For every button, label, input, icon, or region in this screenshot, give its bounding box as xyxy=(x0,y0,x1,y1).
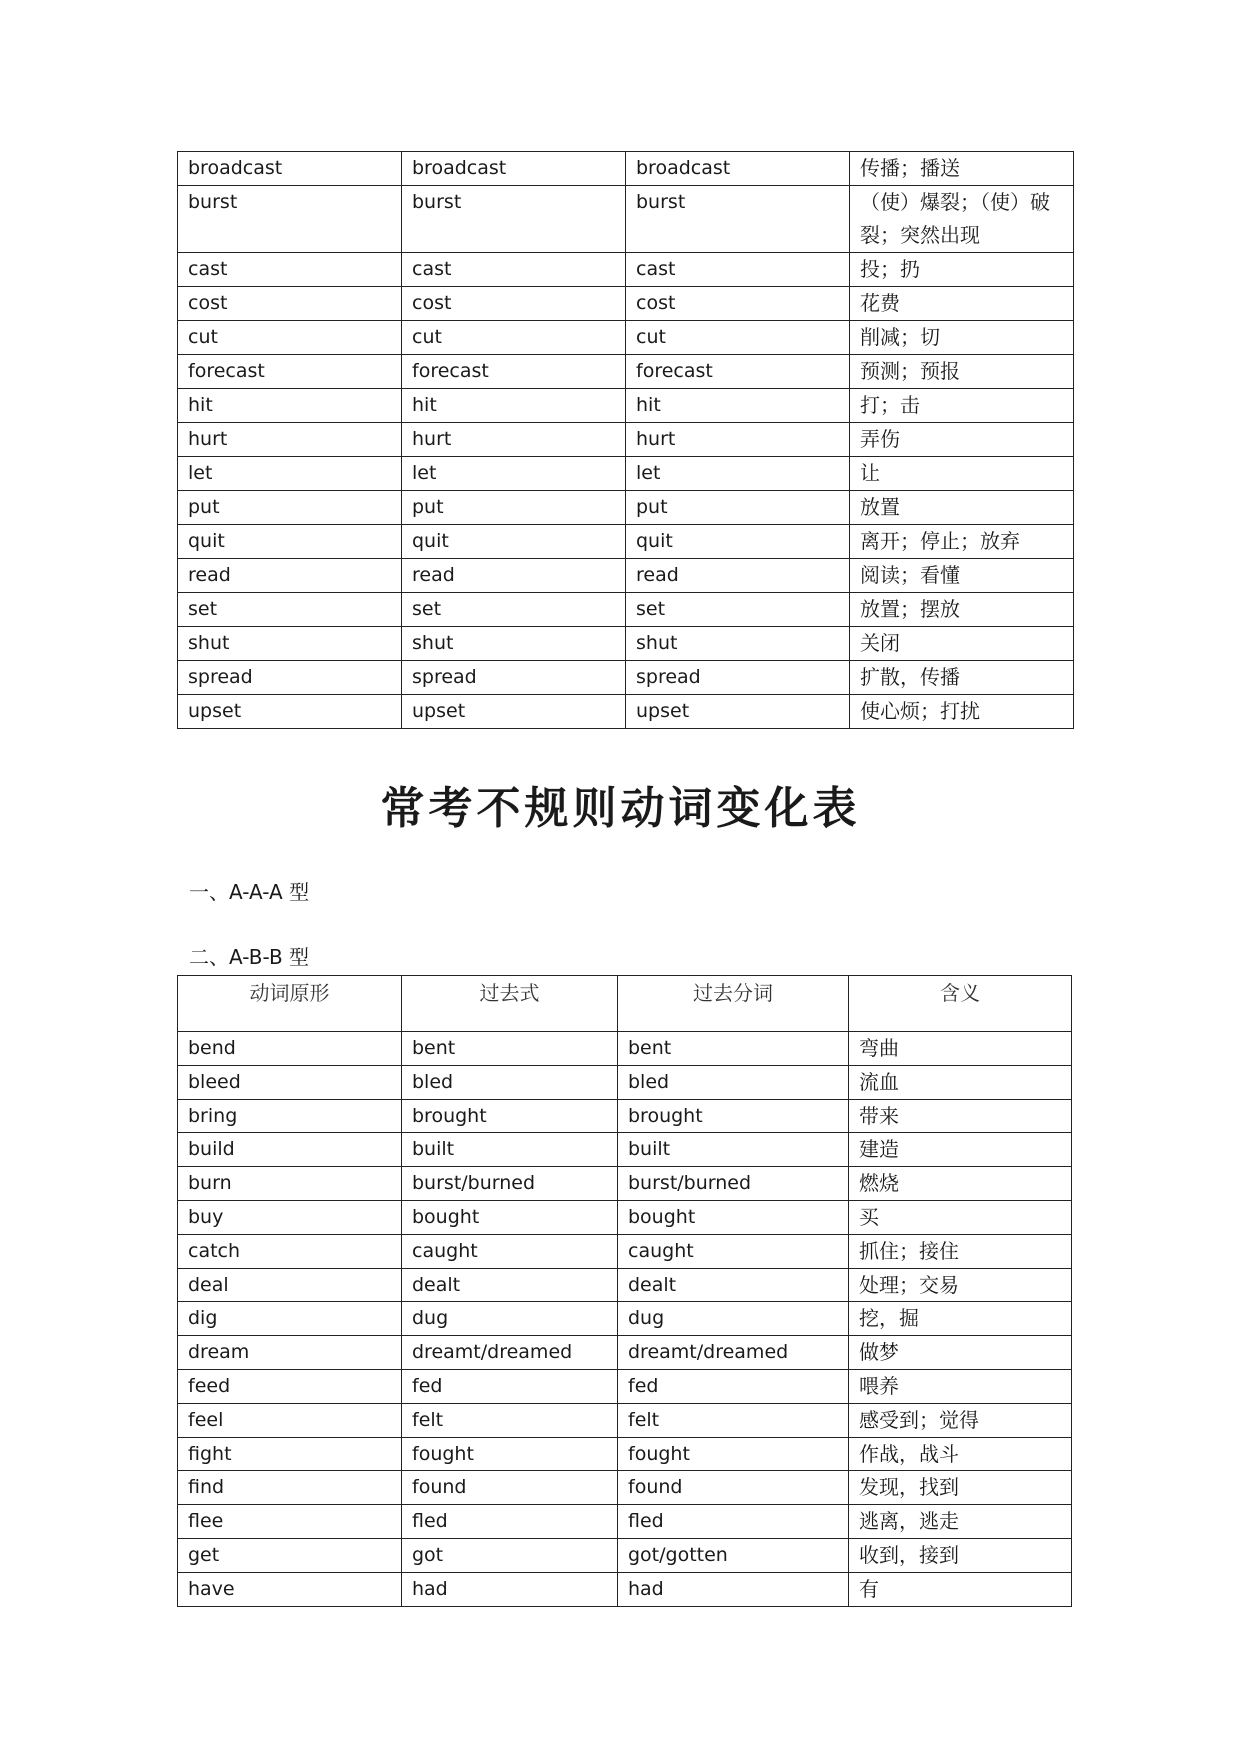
cell-meaning: 弄伤 xyxy=(850,423,1074,457)
cell-past-tense: read xyxy=(402,559,626,593)
cell-past-participle: let xyxy=(626,457,850,491)
table-row xyxy=(178,457,1074,491)
cell-meaning: 阅读；看懂 xyxy=(850,559,1074,593)
cell-past-participle: fed xyxy=(618,1369,849,1403)
cell-base-form: hurt xyxy=(178,423,402,457)
cell-meaning: 花费 xyxy=(850,287,1074,321)
cell-base-form: feel xyxy=(178,1403,402,1437)
cell-base-form: spread xyxy=(178,661,402,695)
cell-base-form: bring xyxy=(178,1099,402,1133)
table-row xyxy=(178,525,1074,559)
section-heading-label: A-B-B 型 xyxy=(229,945,310,969)
cell-base-form: broadcast xyxy=(178,152,402,186)
cell-meaning: 作战，战斗 xyxy=(849,1437,1072,1471)
cell-past-participle: bled xyxy=(618,1065,849,1099)
cell-base-form: upset xyxy=(178,695,402,729)
cell-base-form: burst xyxy=(178,186,402,253)
cell-meaning: 抓住；接住 xyxy=(849,1234,1072,1268)
cell-past-participle: fought xyxy=(618,1437,849,1471)
cell-past-tense: had xyxy=(402,1572,618,1606)
table-row xyxy=(178,695,1074,729)
cell-past-tense: upset xyxy=(402,695,626,729)
section-heading-abb xyxy=(189,941,309,970)
cell-past-tense: shut xyxy=(402,627,626,661)
cell-base-form: build xyxy=(178,1133,402,1167)
section-heading-label: A-A-A 型 xyxy=(229,880,310,904)
cell-past-tense: cut xyxy=(402,321,626,355)
cell-past-tense: forecast xyxy=(402,355,626,389)
cell-meaning: 传播；播送 xyxy=(850,152,1074,186)
cell-past-tense: hurt xyxy=(402,423,626,457)
cell-base-form: find xyxy=(178,1471,402,1505)
cell-past-participle: cost xyxy=(626,287,850,321)
table-row xyxy=(178,1302,1072,1336)
cell-meaning: 发现，找到 xyxy=(849,1471,1072,1505)
cell-past-tense: felt xyxy=(402,1403,618,1437)
cell-meaning: 放置；摆放 xyxy=(850,593,1074,627)
table-row xyxy=(178,253,1074,287)
table-row xyxy=(178,661,1074,695)
cell-past-participle: hit xyxy=(626,389,850,423)
cell-past-participle: dealt xyxy=(618,1268,849,1302)
table-row xyxy=(178,1403,1072,1437)
cell-meaning: 弯曲 xyxy=(849,1032,1072,1066)
cell-meaning: 建造 xyxy=(849,1133,1072,1167)
table-row xyxy=(178,593,1074,627)
cell-past-participle: dug xyxy=(618,1302,849,1336)
table-row xyxy=(178,627,1074,661)
cell-past-participle: cast xyxy=(626,253,850,287)
cell-past-tense: dreamt/dreamed xyxy=(402,1336,618,1370)
cell-meaning: 关闭 xyxy=(850,627,1074,661)
cell-past-participle: caught xyxy=(618,1234,849,1268)
cell-meaning: 燃烧 xyxy=(849,1167,1072,1201)
cell-past-tense: dealt xyxy=(402,1268,618,1302)
cell-base-form: flee xyxy=(178,1505,402,1539)
cell-base-form: burn xyxy=(178,1167,402,1201)
cell-past-tense: found xyxy=(402,1471,618,1505)
cell-past-tense: broadcast xyxy=(402,152,626,186)
cell-base-form: dream xyxy=(178,1336,402,1370)
cell-past-participle: had xyxy=(618,1572,849,1606)
table-row xyxy=(178,491,1074,525)
cell-past-participle: fled xyxy=(618,1505,849,1539)
cell-past-participle: brought xyxy=(618,1099,849,1133)
page-title: 常考不规则动词变化表 xyxy=(380,783,861,834)
cell-past-tense: burst xyxy=(402,186,626,253)
section-heading-prefix: 二、 xyxy=(189,945,229,969)
cell-past-participle: built xyxy=(618,1133,849,1167)
cell-past-participle: felt xyxy=(618,1403,849,1437)
cell-meaning: 喂养 xyxy=(849,1369,1072,1403)
header-cell-meaning: 含义 xyxy=(849,976,1072,1032)
cell-past-tense: spread xyxy=(402,661,626,695)
cell-past-tense: got xyxy=(402,1538,618,1572)
table-row xyxy=(178,1268,1072,1302)
cell-base-form: bend xyxy=(178,1032,402,1066)
header-cell-base-form: 动词原形 xyxy=(178,976,402,1032)
section-heading-prefix: 一、 xyxy=(189,880,229,904)
table-row xyxy=(178,1369,1072,1403)
cell-past-participle: found xyxy=(618,1471,849,1505)
cell-past-participle: burst xyxy=(626,186,850,253)
cell-base-form: put xyxy=(178,491,402,525)
cell-past-tense: put xyxy=(402,491,626,525)
cell-base-form: have xyxy=(178,1572,402,1606)
cell-past-participle: dreamt/dreamed xyxy=(618,1336,849,1370)
cell-base-form: bleed xyxy=(178,1065,402,1099)
table-row xyxy=(178,355,1074,389)
cell-past-tense: fed xyxy=(402,1369,618,1403)
cell-past-participle: put xyxy=(626,491,850,525)
cell-base-form: cast xyxy=(178,253,402,287)
table-row xyxy=(178,1032,1072,1066)
cell-past-participle: shut xyxy=(626,627,850,661)
verb-table-aaa xyxy=(177,151,1074,729)
cell-past-tense: fled xyxy=(402,1505,618,1539)
cell-base-form: get xyxy=(178,1538,402,1572)
header-cell-past-tense: 过去式 xyxy=(402,976,618,1032)
cell-meaning: 带来 xyxy=(849,1099,1072,1133)
cell-past-tense: fought xyxy=(402,1437,618,1471)
cell-meaning: 放置 xyxy=(850,491,1074,525)
table-row xyxy=(178,1572,1072,1606)
table-row xyxy=(178,559,1074,593)
table-row xyxy=(178,389,1074,423)
table-row xyxy=(178,423,1074,457)
cell-meaning: 收到，接到 xyxy=(849,1538,1072,1572)
table-row xyxy=(178,1099,1072,1133)
table-row xyxy=(178,1234,1072,1268)
cell-past-participle: broadcast xyxy=(626,152,850,186)
cell-meaning: 感受到；觉得 xyxy=(849,1403,1072,1437)
table-row xyxy=(178,1133,1072,1167)
cell-past-tense: burst/burned xyxy=(402,1167,618,1201)
cell-past-tense: built xyxy=(402,1133,618,1167)
cell-past-participle: hurt xyxy=(626,423,850,457)
cell-meaning: 让 xyxy=(850,457,1074,491)
cell-past-participle: forecast xyxy=(626,355,850,389)
cell-past-tense: dug xyxy=(402,1302,618,1336)
table-header-row xyxy=(178,976,1072,1032)
cell-meaning: 逃离，逃走 xyxy=(849,1505,1072,1539)
cell-meaning: 处理；交易 xyxy=(849,1268,1072,1302)
cell-past-tense: set xyxy=(402,593,626,627)
table-row xyxy=(178,1505,1072,1539)
cell-past-tense: cost xyxy=(402,287,626,321)
cell-base-form: shut xyxy=(178,627,402,661)
cell-base-form: set xyxy=(178,593,402,627)
cell-base-form: buy xyxy=(178,1200,402,1234)
table-row xyxy=(178,321,1074,355)
cell-meaning: 扩散，传播 xyxy=(850,661,1074,695)
cell-base-form: fight xyxy=(178,1437,402,1471)
table-row xyxy=(178,1167,1072,1201)
cell-meaning: 离开；停止；放弃 xyxy=(850,525,1074,559)
cell-past-tense: brought xyxy=(402,1099,618,1133)
cell-meaning: 挖，掘 xyxy=(849,1302,1072,1336)
cell-base-form: read xyxy=(178,559,402,593)
cell-meaning: 做梦 xyxy=(849,1336,1072,1370)
cell-meaning: 买 xyxy=(849,1200,1072,1234)
cell-base-form: cost xyxy=(178,287,402,321)
cell-past-tense: bled xyxy=(402,1065,618,1099)
cell-base-form: let xyxy=(178,457,402,491)
table-row xyxy=(178,1200,1072,1234)
cell-meaning: 打；击 xyxy=(850,389,1074,423)
cell-past-participle: got/gotten xyxy=(618,1538,849,1572)
cell-past-participle: spread xyxy=(626,661,850,695)
cell-base-form: quit xyxy=(178,525,402,559)
cell-meaning: 使心烦；打扰 xyxy=(850,695,1074,729)
table-row xyxy=(178,1437,1072,1471)
cell-base-form: hit xyxy=(178,389,402,423)
cell-meaning: 有 xyxy=(849,1572,1072,1606)
cell-past-participle: set xyxy=(626,593,850,627)
header-cell-past-participle: 过去分词 xyxy=(618,976,849,1032)
cell-past-participle: cut xyxy=(626,321,850,355)
cell-past-tense: quit xyxy=(402,525,626,559)
cell-base-form: forecast xyxy=(178,355,402,389)
cell-past-tense: cast xyxy=(402,253,626,287)
cell-past-tense: bent xyxy=(402,1032,618,1066)
cell-past-participle: upset xyxy=(626,695,850,729)
cell-past-participle: read xyxy=(626,559,850,593)
table-row xyxy=(178,1065,1072,1099)
cell-meaning: 流血 xyxy=(849,1065,1072,1099)
table-row xyxy=(178,1336,1072,1370)
cell-past-tense: caught xyxy=(402,1234,618,1268)
table-row xyxy=(178,1538,1072,1572)
cell-past-participle: bought xyxy=(618,1200,849,1234)
cell-past-tense: let xyxy=(402,457,626,491)
cell-base-form: dig xyxy=(178,1302,402,1336)
cell-meaning: 削减；切 xyxy=(850,321,1074,355)
cell-base-form: cut xyxy=(178,321,402,355)
cell-past-participle: bent xyxy=(618,1032,849,1066)
table-row xyxy=(178,152,1074,186)
table-row xyxy=(178,287,1074,321)
cell-meaning: （使）爆裂；（使）破裂；突然出现 xyxy=(850,186,1074,253)
table-row xyxy=(178,1471,1072,1505)
cell-base-form: catch xyxy=(178,1234,402,1268)
cell-past-tense: bought xyxy=(402,1200,618,1234)
cell-base-form: deal xyxy=(178,1268,402,1302)
cell-base-form: feed xyxy=(178,1369,402,1403)
cell-meaning: 预测；预报 xyxy=(850,355,1074,389)
section-heading-aaa xyxy=(189,876,309,905)
cell-past-tense: hit xyxy=(402,389,626,423)
verb-table-abb xyxy=(177,975,1072,1607)
cell-past-participle: burst/burned xyxy=(618,1167,849,1201)
table-row xyxy=(178,186,1074,253)
cell-meaning: 投；扔 xyxy=(850,253,1074,287)
cell-past-participle: quit xyxy=(626,525,850,559)
